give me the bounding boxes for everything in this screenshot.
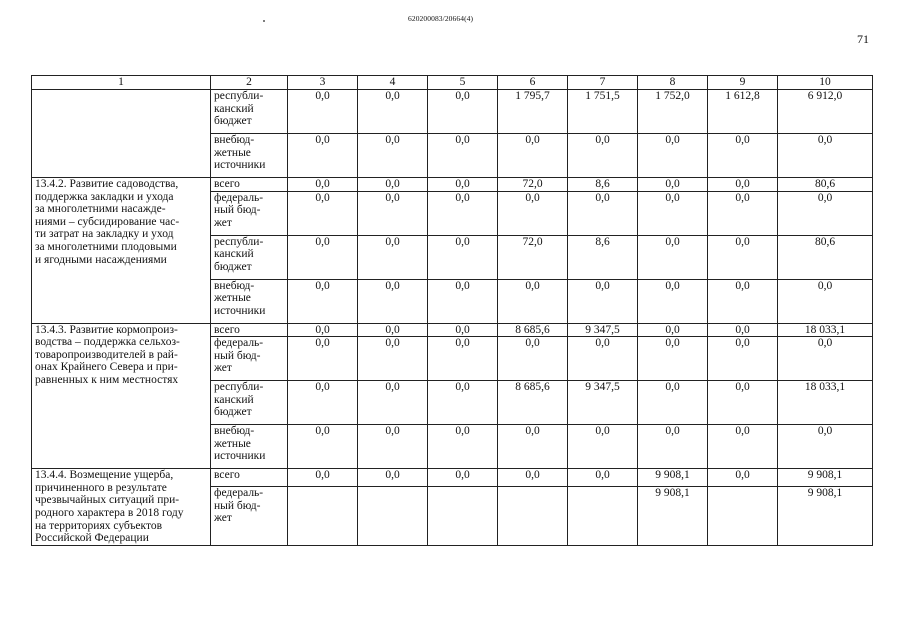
page-number: 71 bbox=[857, 32, 869, 46]
value-cell-col-7: 9 347,5 bbox=[568, 381, 638, 425]
value-cell-col-7: 8,6 bbox=[568, 235, 638, 279]
funding-source: федераль- ный бюд- жет bbox=[211, 487, 288, 546]
value-cell-col-8: 9 908,1 bbox=[638, 487, 708, 546]
value-cell-col-9: 0,0 bbox=[708, 323, 778, 337]
column-header-6: 6 bbox=[498, 76, 568, 90]
value-cell-col-4: 0,0 bbox=[358, 279, 428, 323]
value-cell-col-9: 1 612,8 bbox=[708, 90, 778, 134]
value-cell-col-10: 9 908,1 bbox=[778, 469, 873, 487]
column-header-5: 5 bbox=[428, 76, 498, 90]
header-row bbox=[32, 76, 873, 90]
value-cell-col-7: 1 751,5 bbox=[568, 90, 638, 134]
value-cell-col-4: 0,0 bbox=[358, 178, 428, 192]
value-cell-col-4: 0,0 bbox=[358, 235, 428, 279]
value-cell-col-3: 0,0 bbox=[288, 178, 358, 192]
funding-source: республи- канский бюджет bbox=[211, 235, 288, 279]
value-cell-col-5: 0,0 bbox=[428, 235, 498, 279]
value-cell-col-6: 0,0 bbox=[498, 279, 568, 323]
value-cell-col-6: 0,0 bbox=[498, 469, 568, 487]
value-cell-col-6: 0,0 bbox=[498, 337, 568, 381]
column-header-1: 1 bbox=[32, 76, 211, 90]
value-cell-col-5: 0,0 bbox=[428, 90, 498, 134]
value-cell-col-4: 0,0 bbox=[358, 337, 428, 381]
column-header-9: 9 bbox=[708, 76, 778, 90]
funding-source: республи- канский бюджет bbox=[211, 90, 288, 134]
value-cell-col-4: 0,0 bbox=[358, 90, 428, 134]
value-cell-col-8: 0,0 bbox=[638, 337, 708, 381]
value-cell-col-3 bbox=[288, 487, 358, 546]
value-cell-col-5: 0,0 bbox=[428, 381, 498, 425]
value-cell-col-4: 0,0 bbox=[358, 191, 428, 235]
value-cell-col-9 bbox=[708, 487, 778, 546]
funding-source: всего bbox=[211, 178, 288, 192]
value-cell-col-9: 0,0 bbox=[708, 337, 778, 381]
value-cell-col-6 bbox=[498, 487, 568, 546]
value-cell-col-4: 0,0 bbox=[358, 381, 428, 425]
column-header-3: 3 bbox=[288, 76, 358, 90]
value-cell-col-8: 0,0 bbox=[638, 191, 708, 235]
value-cell-col-9: 0,0 bbox=[708, 191, 778, 235]
value-cell-col-6: 8 685,6 bbox=[498, 381, 568, 425]
value-cell-col-10: 9 908,1 bbox=[778, 487, 873, 546]
item-description: 13.4.2. Развитие садоводства, поддержка закладки и ухода за многолетними насажде- ниями – субсидирование час- ти затрат на закладку и уход за многолетними плодовыми и ягодными насаждениями bbox=[32, 178, 211, 324]
value-cell-col-3: 0,0 bbox=[288, 337, 358, 381]
scan-speck bbox=[263, 20, 265, 22]
value-cell-col-10: 0,0 bbox=[778, 425, 873, 469]
value-cell-col-9: 0,0 bbox=[708, 178, 778, 192]
value-cell-col-10: 0,0 bbox=[778, 191, 873, 235]
column-header-8: 8 bbox=[638, 76, 708, 90]
value-cell-col-10: 18 033,1 bbox=[778, 381, 873, 425]
value-cell-col-8: 0,0 bbox=[638, 381, 708, 425]
funding-source: внебюд- жетные источники bbox=[211, 279, 288, 323]
value-cell-col-9: 0,0 bbox=[708, 279, 778, 323]
value-cell-col-5 bbox=[428, 487, 498, 546]
value-cell-col-5: 0,0 bbox=[428, 178, 498, 192]
value-cell-col-8: 1 752,0 bbox=[638, 90, 708, 134]
value-cell-col-4 bbox=[358, 487, 428, 546]
value-cell-col-6: 0,0 bbox=[498, 191, 568, 235]
funding-source: федераль- ный бюд- жет bbox=[211, 191, 288, 235]
value-cell-col-6: 1 795,7 bbox=[498, 90, 568, 134]
value-cell-col-3: 0,0 bbox=[288, 425, 358, 469]
value-cell-col-6: 8 685,6 bbox=[498, 323, 568, 337]
value-cell-col-7: 0,0 bbox=[568, 134, 638, 178]
value-cell-col-3: 0,0 bbox=[288, 191, 358, 235]
value-cell-col-7: 0,0 bbox=[568, 191, 638, 235]
value-cell-col-4: 0,0 bbox=[358, 469, 428, 487]
column-header-7: 7 bbox=[568, 76, 638, 90]
value-cell-col-8: 0,0 bbox=[638, 134, 708, 178]
value-cell-col-7 bbox=[568, 487, 638, 546]
value-cell-col-10: 80,6 bbox=[778, 178, 873, 192]
value-cell-col-9: 0,0 bbox=[708, 425, 778, 469]
value-cell-col-5: 0,0 bbox=[428, 337, 498, 381]
value-cell-col-6: 0,0 bbox=[498, 425, 568, 469]
table-row bbox=[32, 90, 873, 134]
funding-source: всего bbox=[211, 323, 288, 337]
value-cell-col-8: 0,0 bbox=[638, 279, 708, 323]
value-cell-col-10: 80,6 bbox=[778, 235, 873, 279]
value-cell-col-3: 0,0 bbox=[288, 235, 358, 279]
value-cell-col-10: 18 033,1 bbox=[778, 323, 873, 337]
funding-source: всего bbox=[211, 469, 288, 487]
item-description bbox=[32, 90, 211, 178]
value-cell-col-3: 0,0 bbox=[288, 279, 358, 323]
table-row bbox=[32, 323, 873, 337]
column-header-10: 10 bbox=[778, 76, 873, 90]
funding-source: внебюд- жетные источники bbox=[211, 425, 288, 469]
value-cell-col-10: 0,0 bbox=[778, 134, 873, 178]
value-cell-col-5: 0,0 bbox=[428, 323, 498, 337]
item-description: 13.4.4. Возмещение ущерба, причиненного в результате чрезвычайных ситуаций при- родного характера в 2018 году на территориях субъектов Российской Федерации bbox=[32, 469, 211, 546]
value-cell-col-9: 0,0 bbox=[708, 469, 778, 487]
value-cell-col-6: 0,0 bbox=[498, 134, 568, 178]
value-cell-col-10: 0,0 bbox=[778, 337, 873, 381]
value-cell-col-4: 0,0 bbox=[358, 323, 428, 337]
value-cell-col-7: 9 347,5 bbox=[568, 323, 638, 337]
value-cell-col-3: 0,0 bbox=[288, 469, 358, 487]
value-cell-col-7: 0,0 bbox=[568, 469, 638, 487]
value-cell-col-6: 72,0 bbox=[498, 235, 568, 279]
value-cell-col-7: 0,0 bbox=[568, 337, 638, 381]
document-id: 620200083/20664(4) bbox=[408, 14, 474, 23]
column-header-4: 4 bbox=[358, 76, 428, 90]
value-cell-col-5: 0,0 bbox=[428, 134, 498, 178]
value-cell-col-6: 72,0 bbox=[498, 178, 568, 192]
value-cell-col-5: 0,0 bbox=[428, 425, 498, 469]
value-cell-col-3: 0,0 bbox=[288, 134, 358, 178]
value-cell-col-7: 0,0 bbox=[568, 279, 638, 323]
value-cell-col-5: 0,0 bbox=[428, 469, 498, 487]
value-cell-col-3: 0,0 bbox=[288, 381, 358, 425]
value-cell-col-8: 9 908,1 bbox=[638, 469, 708, 487]
table-row bbox=[32, 178, 873, 192]
value-cell-col-5: 0,0 bbox=[428, 191, 498, 235]
value-cell-col-9: 0,0 bbox=[708, 381, 778, 425]
value-cell-col-5: 0,0 bbox=[428, 279, 498, 323]
funding-source: федераль- ный бюд- жет bbox=[211, 337, 288, 381]
value-cell-col-8: 0,0 bbox=[638, 235, 708, 279]
value-cell-col-10: 0,0 bbox=[778, 279, 873, 323]
value-cell-col-8: 0,0 bbox=[638, 425, 708, 469]
funding-source: внебюд- жетные источники bbox=[211, 134, 288, 178]
value-cell-col-8: 0,0 bbox=[638, 323, 708, 337]
value-cell-col-7: 0,0 bbox=[568, 425, 638, 469]
item-description: 13.4.3. Развитие кормопроиз- водства – поддержка сельхоз- товаропроизводителей в рай- онах Крайнего Севера и при- равненных к ним местностях bbox=[32, 323, 211, 469]
value-cell-col-3: 0,0 bbox=[288, 90, 358, 134]
funding-source: республи- канский бюджет bbox=[211, 381, 288, 425]
value-cell-col-7: 8,6 bbox=[568, 178, 638, 192]
column-header-2: 2 bbox=[211, 76, 288, 90]
value-cell-col-9: 0,0 bbox=[708, 235, 778, 279]
table-body bbox=[32, 90, 873, 546]
value-cell-col-4: 0,0 bbox=[358, 425, 428, 469]
table-row bbox=[32, 469, 873, 487]
value-cell-col-8: 0,0 bbox=[638, 178, 708, 192]
value-cell-col-10: 6 912,0 bbox=[778, 90, 873, 134]
budget-table bbox=[31, 75, 873, 546]
value-cell-col-3: 0,0 bbox=[288, 323, 358, 337]
value-cell-col-4: 0,0 bbox=[358, 134, 428, 178]
value-cell-col-9: 0,0 bbox=[708, 134, 778, 178]
